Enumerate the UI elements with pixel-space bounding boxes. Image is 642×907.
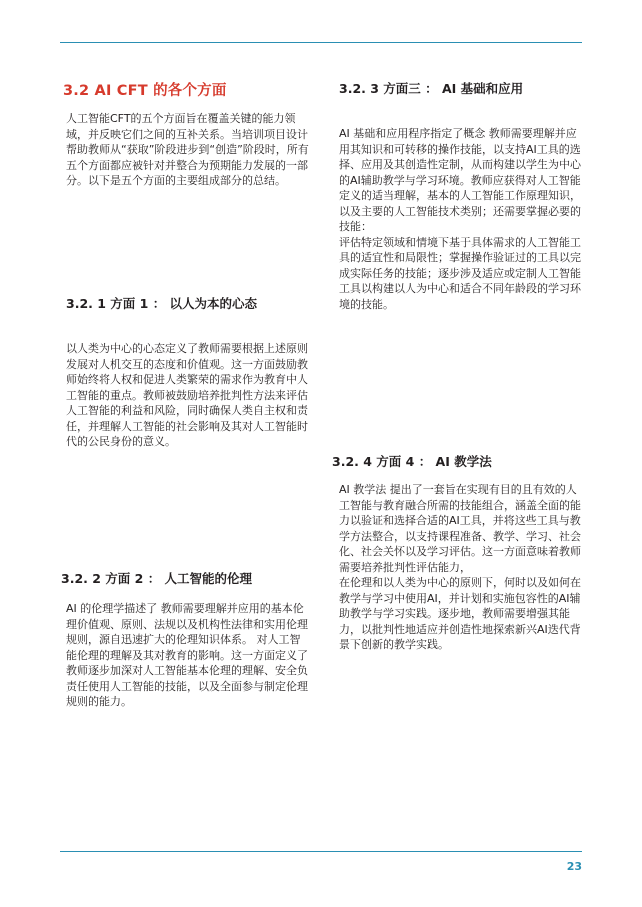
aspect-3-body: AI 基础和应用程序指定了概念 教师需要理解并应用其知识和可转移的操作技能，以支持AI工具的选择、应用及其创造性定制，从而构建以学生为中心的AI辅助教学与学习环境。教师应获得对人工智能定义的适当理解，基本的人工智能工作原理知识，以及主要的人工智能技术类别；还需要掌握必要的技能： 评估特定领域和情境下基于具体需求的人工智能工具的适宜性和局限性；掌握操作验证过的工具以完成实际任务的技能；逐步涉及适应或定制人工智能工具以构建以人为中心和适合不同年龄段的学习环境的技能。	[339, 127, 581, 311]
left-column	[63, 0, 311, 851]
aspect-2-body: AI 的伦理学描述了 教师需要理解并应用的基本伦理价值观、原则、法规以及机构性法律和实用伦理规则，源自迅速扩大的伦理知识体系。 对人工智能伦理的理解及其对教育的影响。这一方面定义了教师逐步加深对人工智能基本伦理的理解、安全负责任使用人工智能的技能，以及全面参与制定伦理规则的能力。	[66, 602, 308, 708]
aspect-1-body: 以人类为中心的心态定义了教师需要根据上述原则发展对人机交互的态度和价值观。这一方面鼓励教师始终将人权和促进人类繁荣的需求作为教育中人工智能的重点。教师被鼓励培养批判性方法来评估人工智能的利益和风险，同时确保人类自主权和责任，并理解人工智能的社会影响及其对人工智能时代的公民身份的意义。	[66, 342, 308, 448]
aspect-2-title: 3.2. 2 方面 2 ： 人工智能的伦理	[61, 571, 253, 586]
aspect-4-title: 3.2. 4 方面 4 ： AI 教学法	[332, 454, 492, 469]
footer-rule	[60, 851, 582, 852]
page-number: 23	[566, 860, 582, 873]
section-title: 3.2 AI CFT 的各个方面	[63, 83, 227, 99]
aspect-3-title: 3.2. 3 方面三 ： AI 基础和应用	[339, 81, 524, 96]
right-column	[334, 0, 582, 851]
section-intro: 人工智能CFT的五个方面旨在覆盖关键的能力领域，并反映它们之间的互补关系。当培训项目设计帮助教师从“获取”阶段进步到“创造”阶段时，所有五个方面都应被针对并整合为预期能力发展的一部分。以下是五个方面的主要组成部分的总结。	[66, 112, 309, 187]
aspect-1-title: 3.2. 1 方面 1 ： 以人为本的心态	[66, 296, 258, 311]
aspect-4-body: AI 教学法 提出了一套旨在实现有目的且有效的人工智能与教育融合所需的技能组合，涵盖全面的能力以验证和选择合适的AI工具，并将这些工具与教学方法整合，以支持课程准备、教学、学习、社会化、社会关怀以及学习评估。这一方面意味着教师需要培养批判性评估能力， 在伦理和以人类为中心的原则下，何时以及如何在教学与学习中使用AI，并计划和实施包容性的AI辅助教学与学习实践。逐步地，教师需要增强其能力，以批判性地适应并创造性地探索新兴AI迭代背景下创新的教学实践。	[339, 483, 581, 651]
